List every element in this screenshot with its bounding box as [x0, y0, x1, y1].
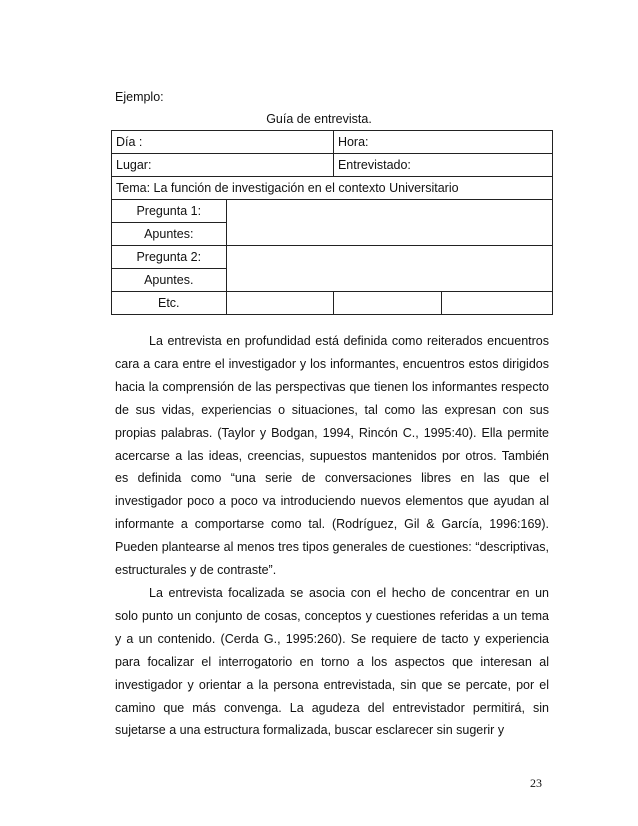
table-row — [112, 246, 553, 269]
hour-cell: Hora: — [333, 131, 552, 154]
table-row — [112, 131, 553, 154]
question-1-answer-cell — [226, 200, 552, 246]
notes-2-cell: Apuntes. — [112, 269, 227, 292]
table-row — [112, 200, 553, 223]
body-text — [115, 330, 549, 742]
table-row — [112, 292, 553, 315]
place-cell: Lugar: — [112, 154, 334, 177]
question-2-cell: Pregunta 2: — [112, 246, 227, 269]
etc-cell: Etc. — [112, 292, 227, 315]
guide-title: Guía de entrevista. — [266, 112, 372, 126]
question-1-cell: Pregunta 1: — [112, 200, 227, 223]
topic-cell: Tema: La función de investigación en el contexto Universitario — [112, 177, 553, 200]
page-number: 23 — [530, 776, 542, 790]
question-2-answer-cell — [226, 246, 552, 292]
paragraph-in-depth-interview: La entrevista en profundidad está definida como reiterados encuentros cara a cara entre el investigador y los informantes, encuentros estos dirigidos hacia la comprensión de las perspectivas que tienen los informantes respecto de sus vidas, experiencias o situaciones, tal como las expresan con sus propias palabras. (Taylor y Bodgan, 1994, Rincón C., 1995:40). Ella permite acercarse a las ideas, creencias, supuestos mantenidos por otros. También es definida como “una serie de conversaciones libres en las que el investigador poco a poco va introduciendo nuevos elementos que ayudan al informante a comportarse como tal. (Rodríguez, Gil & García, 1996:169). Pueden plantearse al menos tres tipos generales de cuestiones: “descriptivas, estructurales y de contraste”. — [115, 334, 549, 578]
interviewee-cell: Entrevistado: — [333, 154, 552, 177]
table-row — [112, 154, 553, 177]
empty-cell — [441, 292, 552, 315]
table-row — [112, 177, 553, 200]
example-label: Ejemplo: — [115, 90, 164, 104]
paragraph-focused-interview: La entrevista focalizada se asocia con el hecho de concentrar en un solo punto un conjunto de cosas, conceptos y cuestiones referidas a un tema y a un contenido. (Cerda G., 1995:260). Se requiere de tacto y experiencia para focalizar el interrogatorio en torno a los aspectos que interesan al investigador y orientar a la persona entrevistada, sin que se percate, por el camino que más convenga. La agudeza del entrevistador permitirá, sin sujetarse a una estructura formalizada, buscar esclarecer sin sugerir y — [115, 585, 549, 738]
empty-cell — [226, 292, 333, 315]
interview-guide-table — [111, 130, 553, 315]
empty-cell — [333, 292, 441, 315]
day-cell: Día : — [112, 131, 334, 154]
notes-1-cell: Apuntes: — [112, 223, 227, 246]
